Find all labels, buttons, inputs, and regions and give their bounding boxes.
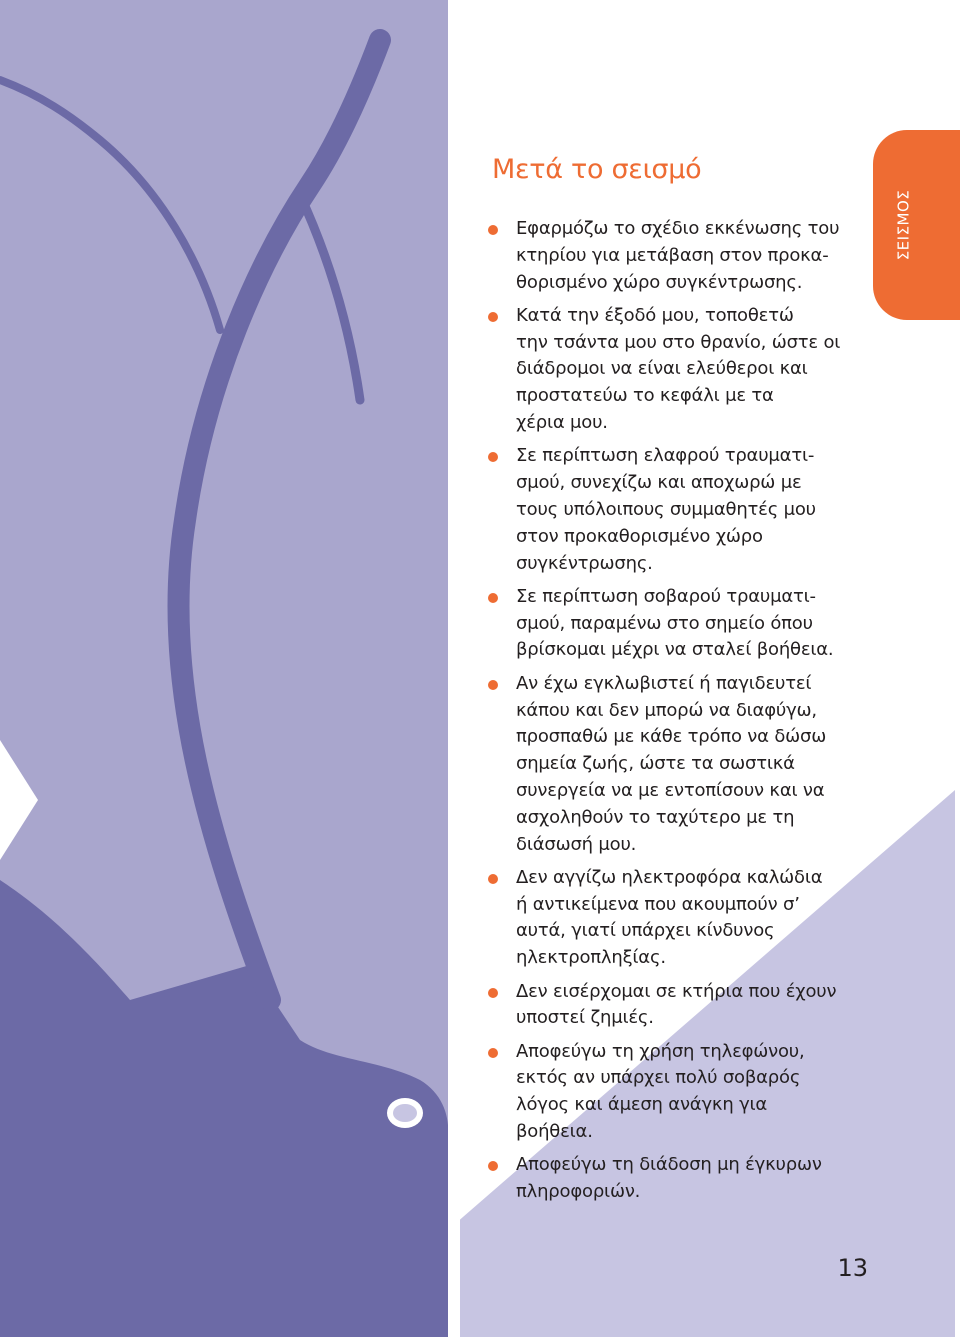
list-item-line: ασχοληθούν το ταχύτερο με τη <box>516 806 795 828</box>
list-item-line: κάπου και δεν μπορώ να διαφύγω, <box>516 699 817 721</box>
list-item-line: σμού, παραμένω στο σημείο όπου <box>516 612 813 634</box>
section-tab-text: ΣΕΙΣΜΟΣ <box>894 189 912 261</box>
list-item-line: πληροφοριών. <box>516 1181 641 1203</box>
bullet-icon <box>488 680 498 690</box>
list-item-line: βρίσκομαι μέχρι να σταλεί βοήθεια. <box>516 639 834 661</box>
list-item-line: διάσωσή μου. <box>516 833 637 855</box>
list-item-line: τους υπόλοιπους συμμαθητές μου <box>516 498 816 520</box>
instruction-list <box>516 216 868 1212</box>
list-item-line: λόγος και άμεση ανάγκη για <box>516 1094 768 1116</box>
list-item-line: στον προκαθορισμένο χώρο <box>516 525 763 547</box>
section-title: Μετά το σεισμό <box>492 154 702 185</box>
list-item-line: προσπαθώ με κάθε τρόπο να δώσω <box>516 726 827 748</box>
bullet-icon <box>488 225 498 235</box>
list-item-line: αυτά, γιατί υπάρχει κίνδυνος <box>516 920 775 942</box>
list-item-line: ηλεκτροπληξίας. <box>516 947 666 969</box>
list-item-line: κτηρίου για μετάβαση στον προκα- <box>516 244 829 266</box>
list-item-line: Αποφεύγω τη χρήση τηλεφώνου, <box>516 1040 805 1062</box>
list-item-line: Σε περίπτωση σοβαρού τραυματι- <box>516 585 816 607</box>
list-item <box>516 584 868 664</box>
bullet-icon <box>488 874 498 884</box>
list-item-line: Εφαρμόζω το σχέδιο εκκένωσης του <box>516 218 840 239</box>
list-item-line: σμού, συνεχίζω και αποχωρώ με <box>516 472 802 494</box>
list-item <box>516 1039 868 1146</box>
list-item-line: προστατεύω το κεφάλι με τα <box>516 385 774 407</box>
list-item-line: Αποφεύγω τη διάδοση μη έγκυρων <box>516 1154 822 1176</box>
list-item-line: Δεν αγγίζω ηλεκτροφόρα καλώδια <box>516 866 823 888</box>
section-tab-label <box>873 130 933 320</box>
list-item <box>516 1152 868 1206</box>
list-item-line: βοήθεια. <box>516 1121 593 1142</box>
list-item-line: Δεν εισέρχομαι σε κτήρια που έχουν <box>516 980 837 1002</box>
list-item-line: Αν έχω εγκλωβιστεί ή παγιδευτεί <box>516 672 812 694</box>
bullet-icon <box>488 1048 498 1058</box>
bullet-icon <box>488 593 498 603</box>
list-item-line: χέρια μου. <box>516 412 608 434</box>
list-item <box>516 979 868 1033</box>
list-item <box>516 216 868 296</box>
list-item-line: θορισμένο χώρο συγκέντρωσης. <box>516 271 803 293</box>
list-item-line: Κατά την έξοδό μου, τοποθετώ <box>516 304 794 326</box>
list-item-line: συνεργεία να με εντοπίσουν και να <box>516 779 825 801</box>
list-item-line: την τσάντα μου στο θρανίο, ώστε οι <box>516 331 841 353</box>
list-item-line: υποστεί ζημιές. <box>516 1007 654 1029</box>
list-item-line: σημεία ζωής, ώστε τα σωστικά <box>516 753 795 775</box>
list-item-line: ή αντικείμενα που ακουμπούν σ’ <box>516 893 800 915</box>
list-item-line: διάδρομοι να είναι ελεύθεροι και <box>516 358 808 380</box>
list-item-line: συγκέντρωσης. <box>516 552 653 574</box>
page-number: 13 <box>837 1254 868 1282</box>
list-item-line: εκτός αν υπάρχει πολύ σοβαρός <box>516 1067 801 1089</box>
list-item <box>516 671 868 859</box>
list-item <box>516 303 868 437</box>
bullet-icon <box>488 312 498 322</box>
list-item <box>516 443 868 577</box>
list-item-line: Σε περίπτωση ελαφρού τραυματι- <box>516 445 815 467</box>
list-item <box>516 865 868 972</box>
bullet-icon <box>488 988 498 998</box>
